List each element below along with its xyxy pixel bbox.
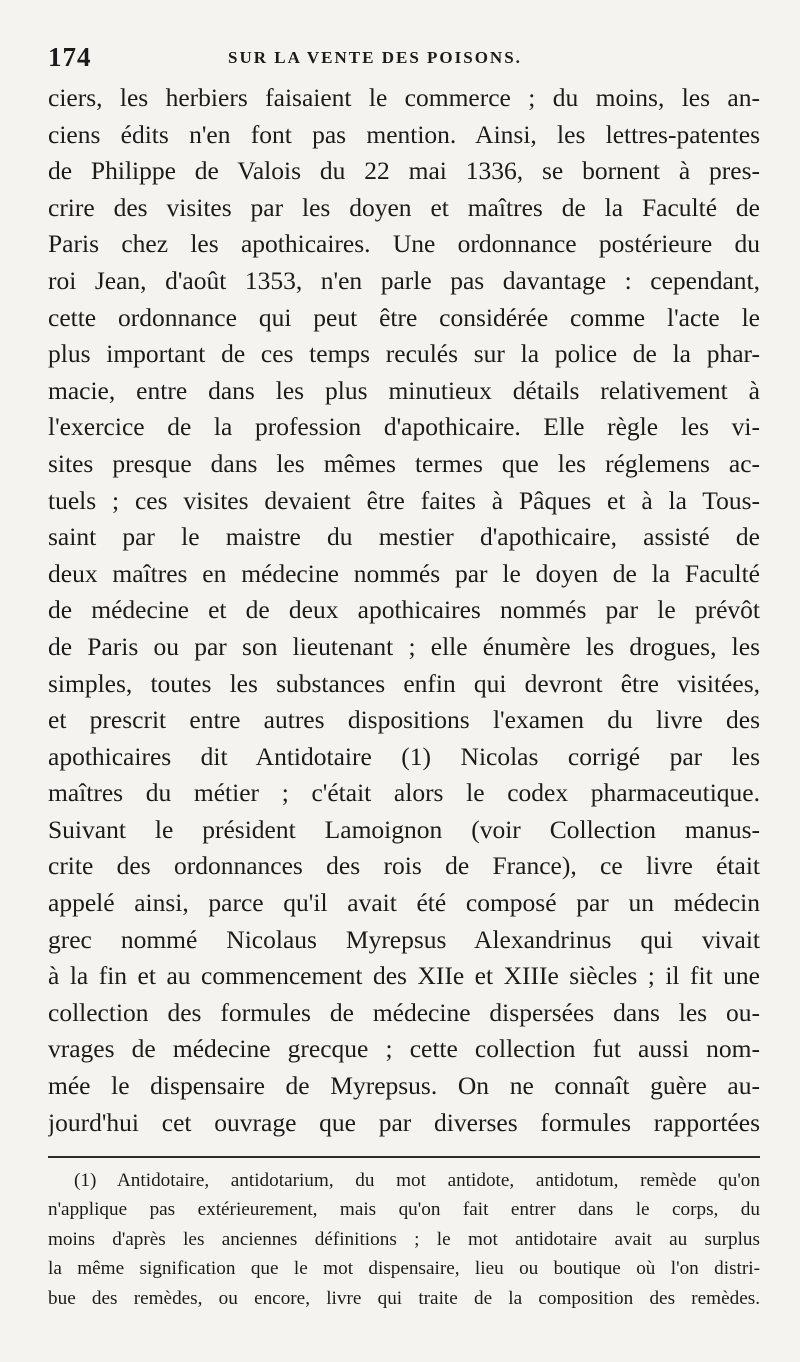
text-line: vrages de médecine grecque ; cette collection fut aussi nom-: [48, 1034, 760, 1064]
footnote-line: bue des remèdes, ou encore, livre qui traite de la composition des remèdes.: [48, 1287, 760, 1309]
text-line: simples, toutes les substances enfin qui devront être visitées,: [48, 668, 760, 698]
page-header: [48, 42, 768, 76]
footnote-separator: [48, 1156, 760, 1158]
text-line: appelé ainsi, parce qu'il avait été composé par un médecin: [48, 888, 760, 918]
text-line: et prescrit entre autres dispositions l'examen du livre des: [48, 705, 760, 735]
text-line: macie, entre dans les plus minutieux détails relativement à: [48, 375, 760, 405]
text-line: crite des ordonnances des rois de France), ce livre était: [48, 851, 760, 881]
body-text: [48, 80, 760, 1141]
text-line: de médecine et de deux apothicaires nommés par le prévôt: [48, 595, 760, 625]
text-line: collection des formules de médecine dispersées dans les ou-: [48, 997, 760, 1027]
running-title: SUR LA VENTE DES POISONS.: [228, 48, 522, 67]
text-line: mée le dispensaire de Myrepsus. On ne connaît guère au-: [48, 1071, 760, 1101]
text-line: l'exercice de la profession d'apothicaire. Elle règle les vi-: [48, 412, 760, 442]
footnote-line: moins d'après les anciennes définitions ; le mot antidotaire avait au surplus: [48, 1228, 760, 1250]
text-line: Suivant le président Lamoignon (voir Collection manus-: [48, 814, 760, 844]
text-line: ciers, les herbiers faisaient le commerce ; du moins, les an-: [48, 83, 760, 112]
text-line: jourd'hui cet ouvrage que par diverses formules rapportées: [48, 1107, 760, 1137]
text-line: de Philippe de Valois du 22 mai 1336, se bornent à pres-: [48, 156, 760, 186]
text-line: maîtres du métier ; c'était alors le codex pharmaceutique.: [48, 778, 760, 808]
text-line: apothicaires dit Antidotaire (1) Nicolas corrigé par les: [48, 741, 760, 771]
text-line: ciens édits n'en font pas mention. Ainsi, les lettres-patentes: [48, 119, 760, 149]
text-line: tuels ; ces visites devaient être faites à Pâques et à la Tous-: [48, 485, 760, 515]
text-line: saint par le maistre du mestier d'apothicaire, assisté de: [48, 522, 760, 552]
text-line: à la fin et au commencement des XIIe et XIIIe siècles ; il fit une: [48, 961, 760, 991]
text-line: sites presque dans les mêmes termes que les réglemens ac-: [48, 448, 760, 478]
text-line: roi Jean, d'août 1353, n'en parle pas davantage : cependant,: [48, 265, 760, 295]
footnote-line: la même signification que le mot dispensaire, lieu ou boutique où l'on distri-: [48, 1258, 760, 1280]
footnote-line: (1) Antidotaire, antidotarium, du mot antidote, antidotum, remède qu'on: [74, 1170, 760, 1191]
text-line: plus important de ces temps reculés sur la police de la phar-: [48, 339, 760, 369]
text-line: Paris chez les apothicaires. Une ordonnance postérieure du: [48, 229, 760, 259]
text-line: cette ordonnance qui peut être considérée comme l'acte le: [48, 302, 760, 332]
footnote: [48, 1166, 760, 1313]
text-line: grec nommé Nicolaus Myrepsus Alexandrinus qui vivait: [48, 924, 760, 954]
page-number: 174: [48, 42, 92, 72]
text-line: de Paris ou par son lieutenant ; elle énumère les drogues, les: [48, 631, 760, 661]
text-line: crire des visites par les doyen et maîtres de la Faculté de: [48, 192, 760, 222]
text-line: deux maîtres en médecine nommés par le doyen de la Faculté: [48, 558, 760, 588]
footnote-line: n'applique pas extérieurement, mais qu'on fait entrer dans le corps, du: [48, 1199, 760, 1221]
